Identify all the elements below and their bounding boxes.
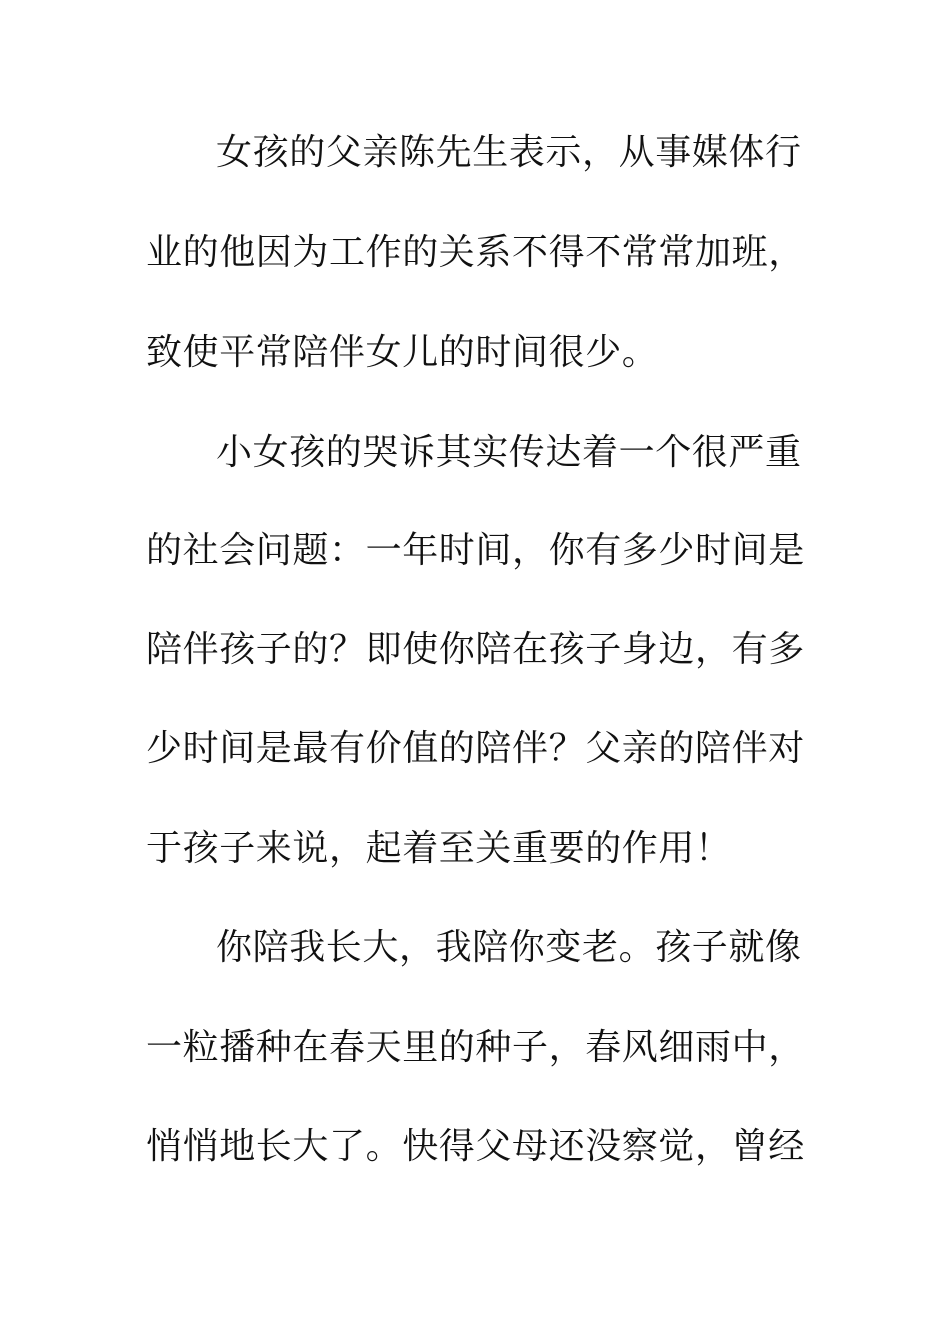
paragraph-2-line-1: 小女孩的哭诉其实传达着一个很严重 xyxy=(216,432,802,473)
paragraph-2-line-3: 陪伴孩子的？即使你陪在孩子身边，有多 xyxy=(146,629,805,670)
paragraph-2-line-5: 于孩子来说，起着至关重要的作用！ xyxy=(146,828,732,869)
paragraph-2-line-4: 少时间是最有价值的陪伴？父亲的陪伴对 xyxy=(146,728,805,769)
paragraph-1-line-1: 女孩的父亲陈先生表示，从事媒体行 xyxy=(216,132,802,173)
paragraph-1-line-3: 致使平常陪伴女儿的时间很少。 xyxy=(146,332,659,373)
paragraph-1-line-2: 业的他因为工作的关系不得不常常加班， xyxy=(146,232,805,273)
paragraph-3-line-3: 悄悄地长大了。快得父母还没察觉，曾经 xyxy=(146,1126,805,1167)
paragraph-2-line-2: 的社会问题：一年时间，你有多少时间是 xyxy=(146,530,805,571)
paragraph-3-line-1: 你陪我长大，我陪你变老。孩子就像 xyxy=(216,927,802,968)
paragraph-3-line-2: 一粒播种在春天里的种子，春风细雨中， xyxy=(146,1027,805,1068)
